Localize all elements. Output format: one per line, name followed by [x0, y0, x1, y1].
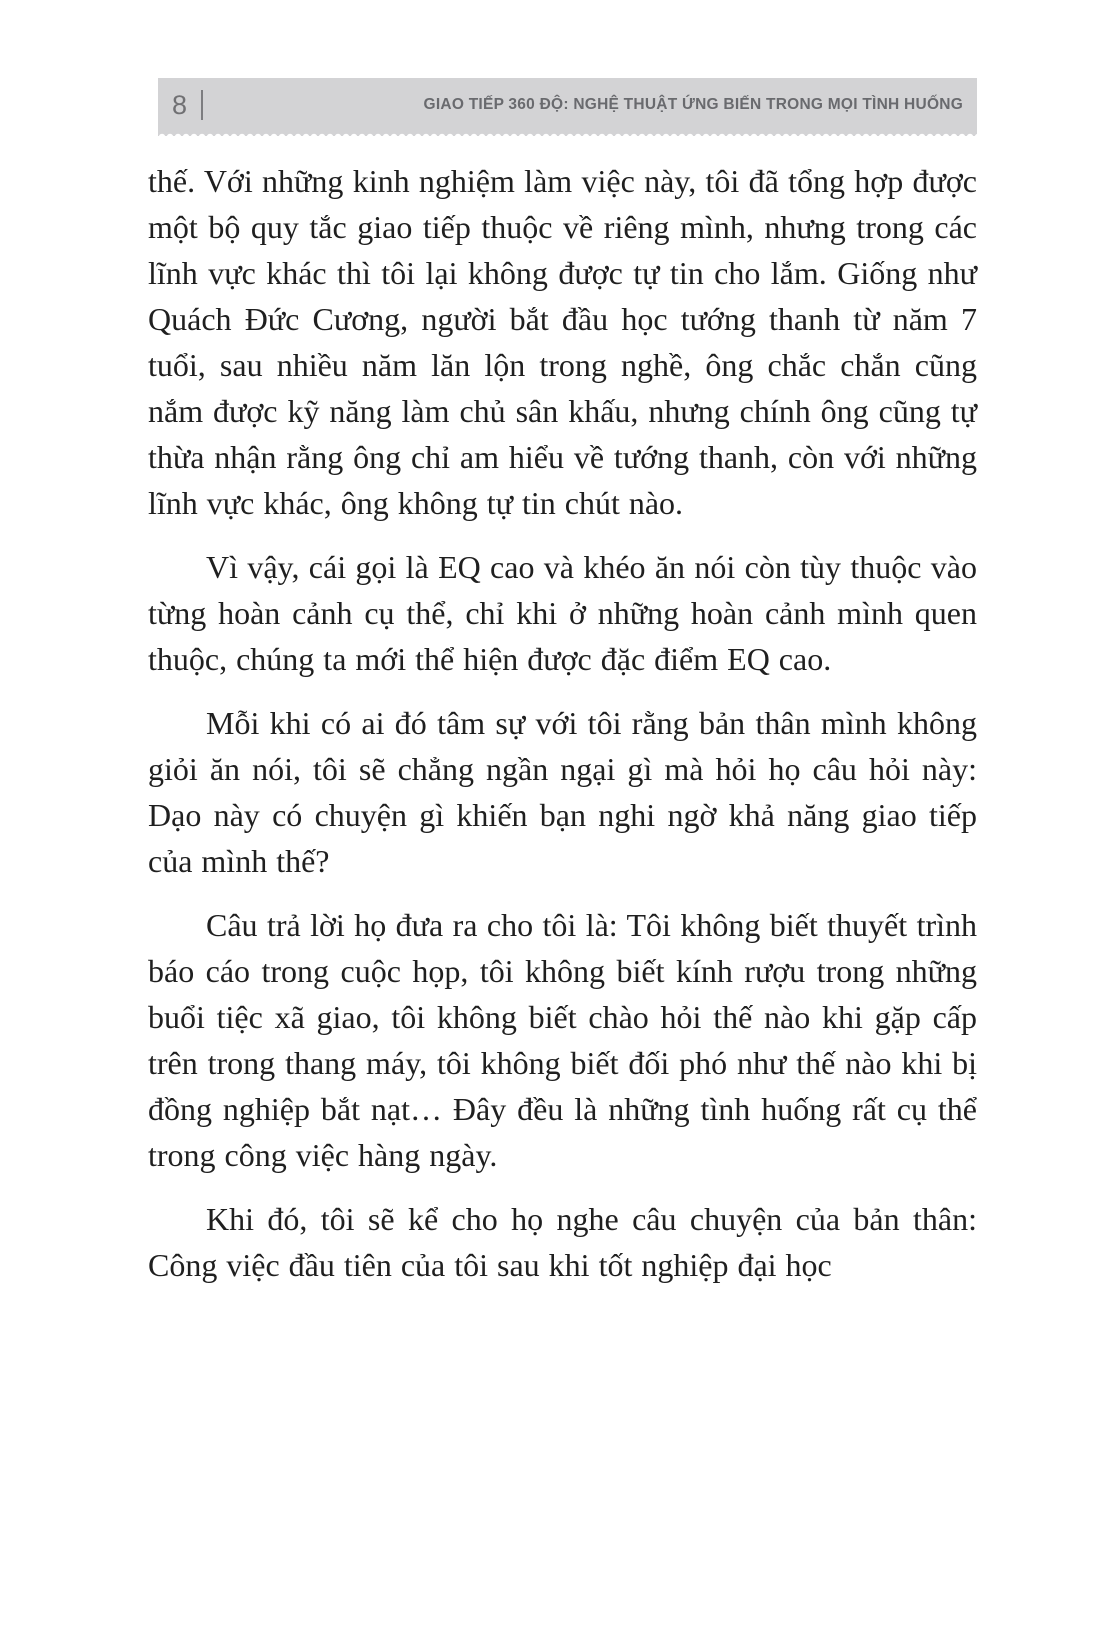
page-number: 8 — [172, 89, 188, 120]
running-title: GIAO TIẾP 360 ĐỘ: NGHỆ THUẬT ỨNG BIẾN TRONG MỌI TÌNH HUỐNG — [423, 96, 963, 113]
paragraph-4: Câu trả lời họ đưa ra cho tôi là: Tôi không biết thuyết trình báo cáo trong cuộc họp, tôi không biết kính rượu trong những buổi tiệc xã giao, tôi không biết chào hỏi thế nào khi gặp cấp trên trong thang máy, tôi không biết đối phó như thế nào khi bị đồng nghiệp bắt nạt… Đây đều là những tình huống rất cụ thể trong công việc hàng ngày. — [148, 907, 977, 1173]
paragraph-2: Vì vậy, cái gọi là EQ cao và khéo ăn nói còn tùy thuộc vào từng hoàn cảnh cụ thể, chỉ khi ở những hoàn cảnh mình quen thuộc, chúng ta mới thể hiện được đặc điểm EQ cao. — [148, 549, 977, 677]
paragraph-5: Khi đó, tôi sẽ kể cho họ nghe câu chuyện của bản thân: Công việc đầu tiên của tôi sau khi tốt nghiệp đại học — [148, 1201, 977, 1283]
page-header — [158, 78, 977, 136]
paragraph-3: Mỗi khi có ai đó tâm sự với tôi rằng bản thân mình không giỏi ăn nói, tôi sẽ chẳng ngần ngại gì mà hỏi họ câu hỏi này: Dạo này có chuyện gì khiến bạn nghi ngờ khả năng giao tiếp của mình thế? — [148, 705, 977, 879]
page-body — [148, 158, 977, 1306]
paragraph-1: thế. Với những kinh nghiệm làm việc này, tôi đã tổng hợp được một bộ quy tắc giao tiếp thuộc về riêng mình, nhưng trong các lĩnh vực khác thì tôi lại không được tự tin cho lắm. Giống như Quách Đức Cương, người bắt đầu học tướng thanh từ năm 7 tuổi, sau nhiều năm lăn lộn trong nghề, ông chắc chắn cũng nắm được kỹ năng làm chủ sân khấu, nhưng chính ông cũng tự thừa nhận rằng ông chỉ am hiểu về tướng thanh, còn với những lĩnh vực khác, ông không tự tin chút nào. — [148, 163, 977, 521]
